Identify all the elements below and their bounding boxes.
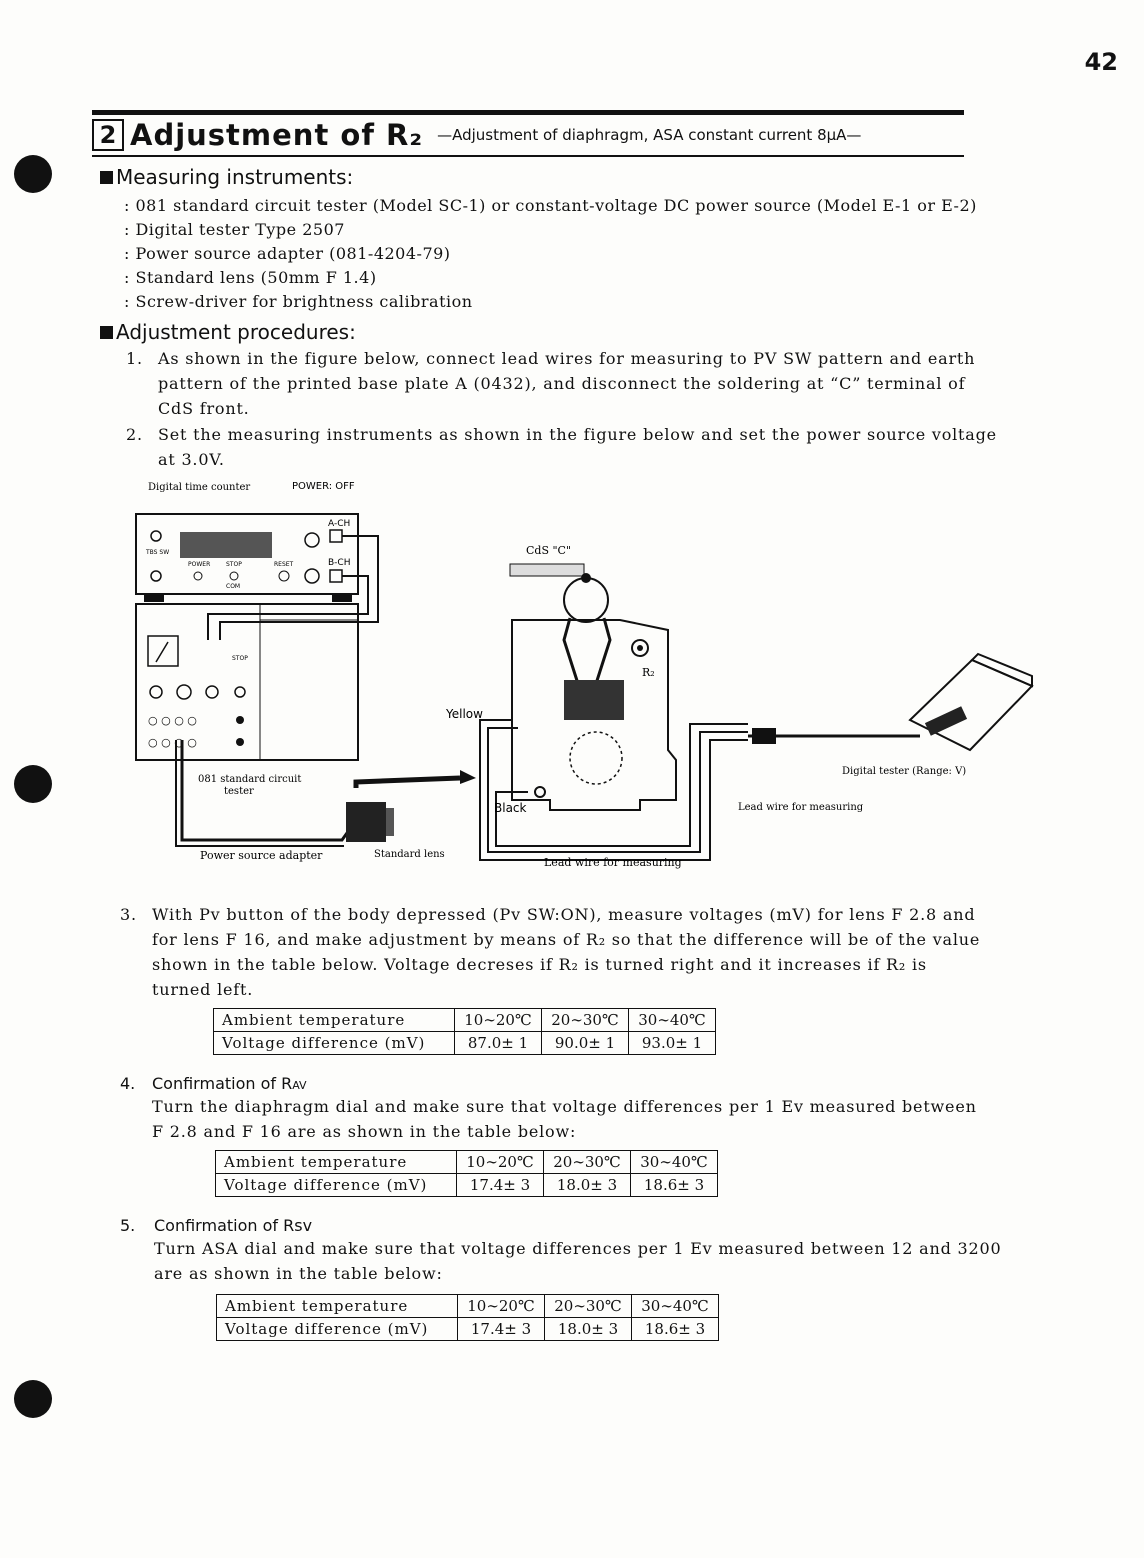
section-title [92,118,861,152]
step-1-number: 1. [126,349,143,368]
svg-text:○ ○ ○ ○: ○ ○ ○ ○ [148,736,197,749]
step-5-number: 5. [120,1216,136,1235]
voltage-table-2 [215,1150,718,1197]
title-rule-top [92,110,964,115]
svg-text:○ ○ ○ ○: ○ ○ ○ ○ [148,714,197,727]
instrument-item: : Power source adapter (081-4204-79) [124,244,451,263]
table-row: Voltage difference (mV) 17.4± 3 18.0± 3 18.6± 3 [216,1174,718,1197]
binder-hole [14,765,52,803]
step-4-number: 4. [120,1074,136,1093]
step-4-text: Turn the diaphragm dial and make sure that voltage differences per 1 Ev measured between F 2.8 and F 16 are as shown in the table below: [152,1097,977,1141]
com-label-small: COM [226,583,241,590]
step-2-text: Set the measuring instruments as shown in the figure below and set the power source voltage at 3.0V. [158,425,997,469]
instrument-item: : Screw-driver for brightness calibration [124,292,473,311]
measuring-heading: Measuring instruments: [100,165,353,189]
voltage-table-1 [213,1008,716,1055]
instrument-item: : Standard lens (50mm F 1.4) [124,268,377,287]
table-row: Voltage difference (mV) 87.0± 1 90.0± 1 93.0± 1 [214,1032,716,1055]
tester-label-line1: 081 standard circuit [198,774,302,785]
title-rule-bottom [92,155,964,157]
section-subtitle: —Adjustment of diaphragm, ASA constant current 8μA— [437,126,862,144]
table-row: Ambient temperature 10∼20℃ 20∼30℃ 30∼40℃ [214,1009,716,1032]
section-number: 2 [92,119,124,151]
tbs-label: TBS SW [146,549,170,556]
ach-label: A-CH [328,519,351,529]
lead-wire-label-right: Lead wire for measuring [738,802,864,813]
instrument-item: : 081 standard circuit tester (Model SC-1) or constant-voltage DC power source (Model E-1 or E-2) [124,196,977,215]
stop-label-small: STOP [226,561,242,568]
instrument-item: : Digital tester Type 2507 [124,220,345,239]
stop-label-tester: STOP [232,655,248,662]
table-row: Ambient temperature 10∼20℃ 20∼30℃ 30∼40℃ [216,1151,718,1174]
standard-lens [346,802,386,842]
step-3-number: 3. [120,905,137,924]
step-5-title: Confirmation of Rsv [154,1216,313,1235]
wiring-diagram [120,470,1040,880]
procedures-heading: Adjustment procedures: [100,320,356,344]
reset-label-small: RESET [274,561,294,568]
wiring-figure [120,470,1040,880]
bch-label: B-CH [328,558,351,568]
yellow-label: Yellow [446,707,483,721]
r2-label: R₂ [642,666,655,679]
binder-hole [14,155,52,193]
step-5-text: Turn ASA dial and make sure that voltage differences per 1 Ev measured between 12 and 3200 are as shown in the table below: [154,1239,1002,1283]
adapter-label: Power source adapter [200,849,323,862]
table-row: Voltage difference (mV) 17.4± 3 18.0± 3 18.6± 3 [217,1318,719,1341]
section-main-title: Adjustment of R₂ [130,118,424,152]
table-row: Ambient temperature 10∼20℃ 20∼30℃ 30∼40℃ [217,1295,719,1318]
digital-tester-label: Digital tester (Range: V) [842,766,967,777]
cds-c-label: CdS "C" [526,544,572,557]
tester-label-line2: tester [224,786,254,797]
power-off-label: POWER: OFF [292,481,355,492]
power-label-small: POWER [188,561,211,568]
counter-label: Digital time counter [148,482,251,493]
step-1-text: As shown in the figure below, connect lead wires for measuring to PV SW pattern and earth pattern of the printed base plate A (0432), and disconnect the soldering at “C” terminal of CdS front. [158,349,976,418]
voltage-table-3 [216,1294,719,1341]
digital-tester [910,660,1032,750]
lens-label: Standard lens [374,849,445,860]
step-4-title: Confirmation of RAV [152,1074,307,1093]
step-3-text: With Pv button of the body depressed (Pv SW:ON), measure voltages (mV) for lens F 2.8 and for lens F 16, and make adjustment by means of R₂ so that the difference will be of the value shown in the table below. Voltage decreses if R₂ is turned right and it increases if R₂ is turned left. [152,905,981,999]
counter-display [180,532,272,558]
black-label: Black [494,801,527,815]
step-2-number: 2. [126,425,143,444]
lead-wire-label-bottom: Lead wire for measuring [544,856,682,869]
binder-hole [14,1380,52,1418]
page-number: 42 [1084,48,1118,76]
cds-cell [510,564,584,576]
